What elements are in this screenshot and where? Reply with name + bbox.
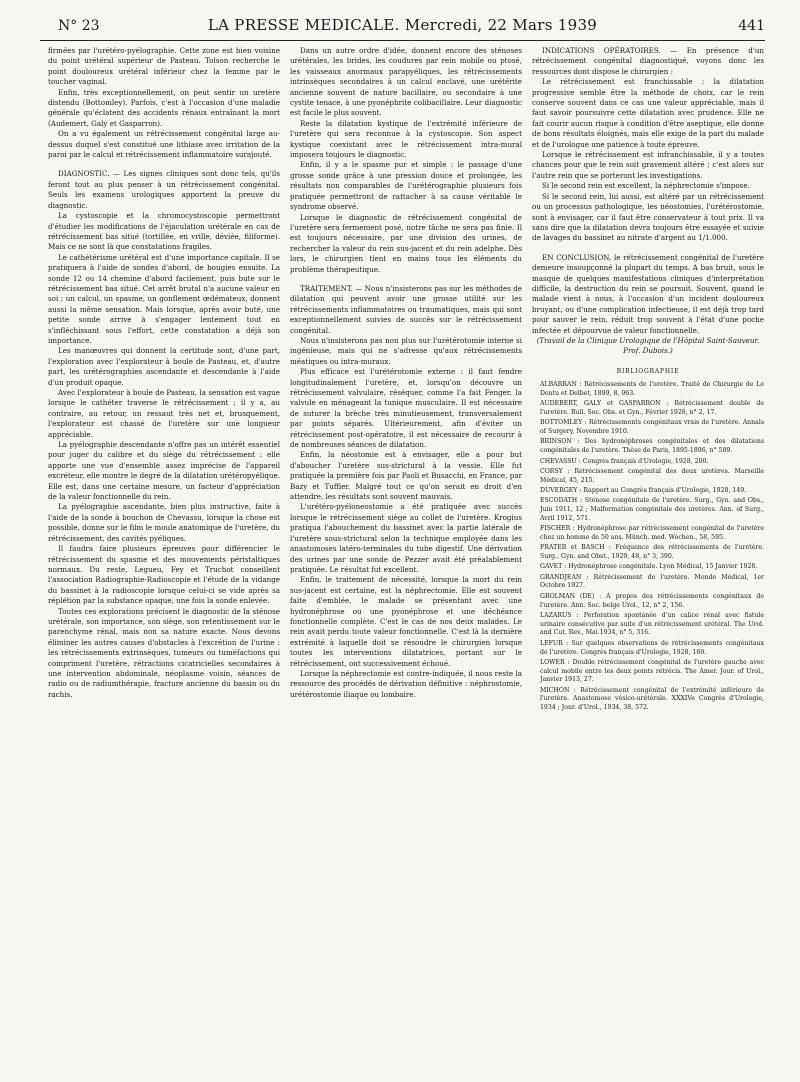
paragraph: Enfin, la néostomie est à envisager, elle a pour but d'aboucher l'uretère sus-strictural à la vessie. Elle fut pratiquée la première fois par Paoli et Busacchi, en France, par Bazy et Tuffier. Malgré tout ce qu'on serait en droit d'en attendre, les résultats sont souvent mauvais. <box>290 450 522 502</box>
paragraph: Si le second rein est excellent, la néphrectomie s'impose. <box>542 181 750 191</box>
paragraph: Toutes ces explorations précisent le diagnostic de la sténose urétérale, son importance, son siège, son retentissement sur le parenchyme rénal, mais non sa nature exacte. Nous devons éliminer les autres causes d'obstacles à l'excrétion de l'urine : les rétrécissements extrinsèques, tumeurs ou tuméfactions qui compriment l'uretère, rétractions cicatricielles secondaires à une intervention abdominale, néoplasme voisin, séances de radio ou de radiumthérapie, fracture ancienne du bassin ou du rachis. <box>48 606 280 699</box>
section-diagnostic: DIAGNOSTIC. — Les signes cliniques sont donc tels, qu'ils feront tout au plus penser à un rétrécissement congénital. Seuls les examens urologiques apportent la preuve du diagnostic. <box>48 169 280 210</box>
section-traitement: TRAITEMENT. — Nous n'insisterons pas sur les méthodes de dilatation qui peuvent avoir une grosse utilité sur les rétrécissements inflammatoires ou traumatiques, mais qui sont exceptionnellement suivies de succès sur le rétrécissement congénital. <box>290 283 522 335</box>
bibliography-entry: MICHON : Rétrécissement congénital de l'extrémité inférieure de l'uretère. Anastomose vésico-urétérale. XXXIVe Congrès d'Urologie, 1934 ; Jour. d'Urol., 1934, 38, 572. <box>540 686 764 712</box>
bibliography-entry: LAZARUS : Perforation spontanée d'un calice rénal avec fistule urinaire consécutive par suite d'un rétrécissement urétéral. The Urol. and Cut. Rev., Mai 1934, n° 5, 316. <box>540 611 764 637</box>
paragraph: Dans un autre ordre d'idée, donnent encore des sténoses urétérales, les brides, les coudures par rein mobile ou ptosé, les vaisseaux anormaux parapyéliques, les rétrécissements intrinsèques secondaires à un calcul enclavé, une urétérite ancienne souvent de nature bacillaire, ou secondaire à une cystite tenace, à une pyonéphrite colibacillaire. Leur diagnostic est facile le plus souvent. <box>290 46 522 118</box>
author-signature: (Travail de la Clinique Urologique de l'Hôpital Saint-Sauveur. Prof. Dubois.) <box>536 335 760 356</box>
paragraph: Le rétrécissement est franchissable : la dilatation progressive semble être la méthode de choix, car le rein conserve souvent dans ce cas une valeur appréciable, mais il faut savoir poursuivre cette dilatation avec prudence. Elle ne fait courir aucun risque à condition d'être aseptique, elle donne de bons résultats éloignés, mais elle exige de la part du malade et de l'urologue une patience à toute épreuve. <box>532 77 764 149</box>
paragraph: Si le second rein, lui aussi, est altéré par un rétrécissement ou un processus pathologique, les néostomies, l'urétérostomie, sont à envisager, car il faut être conservateur à tout prix. Il va sans dire que la dilatation devra toujours être essayée et suivie de lavages du bassinet au nitrate d'argent au 1/1.000. <box>532 191 764 243</box>
bibliography-entry: CORSY : Rétrécissement congénital des deux uretères. Marseille Médical, 45, 215. <box>540 467 764 484</box>
bibliography-entry: AUDEBERT, GALY et GASPARRON : Rétrécissement double de l'uretère. Bull. Soc. Obs. et Gyn., Février 1928, n° 2, 17. <box>540 400 764 417</box>
bibliography-entry: FISCHER : Hydronéphrose par rétrécissement congénital de l'uretère chez un homme de 50 ans. Münch. med. Wochen., 58, 595. <box>540 525 764 541</box>
bibliography-heading: BIBLIOGRAPHIE <box>616 367 680 375</box>
paragraph: Il faudra faire plusieurs épreuves pour différencier le rétrécissement du spasme et des mouvements péristaltiques normaux. Du reste, Legueu, Fey et Truchot conseillent l'association Radiographie-Radioscopie et l'étude de la vidange du bassinet à la radioscopie lorsque celui-ci se vide après sa réplétion par la substance opaque, une fois la sonde enlevée. <box>48 544 280 606</box>
paragraph: Lorsque le rétrécissement est infranchissable, il y a toutes chances pour que le rein soit gravement altéré ; c'est alors sur l'autre rein que se porteront les investigations. <box>532 150 764 180</box>
paragraph: Lorsque le diagnostic de rétrécissement congénital de l'uretère sera fermement posé, notre tâche ne sera pas finie. Il est toujours nécessaire, par une division des urines, de rechercher la valeur du rein sus-jacent et du rein adelphe. Dès lors, le chirurgien tient en mains tous les éléments du problème thérapeutique. <box>290 212 522 274</box>
bibliography-entry: FRATER et BASCH : Fréquence des rétrécissements de l'uretère. Surg., Gyn. and Obst., 1929, 48, n° 3, 390. <box>540 544 764 561</box>
bibliography-entry: BRINSON : Des hydronéphroses congénitales et des dilatations congénitales de l'uretère. Thèse de Paris, 1895-1896, n° 589. <box>540 438 764 455</box>
paragraph: Les manœuvres qui donnent la certitude sont, d'une part, l'exploration avec l'explorateur à boule de Pasteau, et, d'autre part, les urétérographies ascendante et descendante à l'aide d'un produit opaque. <box>48 346 280 387</box>
issue-date: Mercredi, 22 Mars 1939 <box>404 16 598 34</box>
bibliography-entry: LEFUR : Sur quelques observations de rétrécissements congénitaux de l'uretère. Congrès français d'Urologie, 1928, 169. <box>540 639 764 656</box>
paragraph: Le cathétérisme urétéral est d'une importance capitale. Il se pratiquera à l'aide de sondes d'abord, de bougies ensuite. La sonde 12 ou 14 chemine d'abord facilement, puis bute sur le rétrécissement bas situé. Cet arrêt brutal n'a aucune valeur en soi ; un calcul, un spasme, un gonflement œdémateux, donnent aussi la même sensation. Mais lorsque, après avoir buté, une petite sonde arrive à s'engager lentement tout en s'infléchissant sous l'effort, cette constatation a déjà son importance. <box>48 252 280 345</box>
journal-name: LA PRESSE MEDICALE. <box>207 16 400 34</box>
bibliography-entry: ESCODATH : Sténose congénitale de l'uretère. Surg., Gyn. and Obs., Juin 1911, 12 ; Malformation congénitale des uretères. Ann. of Surg., Avril 1912, 571. <box>540 497 764 522</box>
issue-number: N° 23 <box>58 18 100 34</box>
journal-title <box>40 16 765 34</box>
paragraph: firmées par l'urétéro-pyélographie. Cette zone est bien voisine du point urétéral supérieur de Pasteau. Tolson recherche le point douloureux urétéral inférieur chez la femme par le toucher vaginal. <box>48 46 280 87</box>
bibliography-entry: LOWER : Double rétrécissement congénital de l'uretère gauche avec calcul mobile entre les deux points rétrécis. The Amer. Jour. of Urol., Janvier 1913, 27. <box>540 658 764 684</box>
paragraph: L'urétéro-pyéloneostomie a été pratiquée avec succès lorsque le rétrécissement siège au collet de l'uretère. Krogius pratiqua l'abouchement du bassinet avec la partie latérale de l'uretère sous-strictural selon la technique employée dans les anastomoses latéro-terminales du tube digestif. Une dérivation des urines par une sonde de Pezzer avait été préalablement pratiquée. Le résultat fut excellent. <box>290 502 522 574</box>
section-conclusion: EN CONCLUSION, le rétrécissement congénital de l'uretère demeure insoupçonné la plupart du temps. A bas bruit, sous le masque de quelques manifestations cliniques d'interprétation difficile, la destruction du rein se poursuit. Souvent, quand le malade vient à nous, à l'occasion d'un incident douloureux bruyant, ou d'une complication infectieuse, il est déjà trop tard pour sauver le rein, réduit trop souvent à l'état d'une poche infectée et dépourvue de valeur fonctionnelle. <box>532 252 764 335</box>
running-header <box>40 14 765 41</box>
paragraph: Avec l'explorateur à boule de Pasteau, la sensation est vague lorsque le cathéter traverse le rétrécissement ; il y a, au contraire, au retour, un ressaut très net et, brusquement, l'explorateur est chassé de l'uretère sur une longueur appréciable. <box>48 388 280 439</box>
bibliography-entry: BOTTOMLEY : Rétrécissements congénitaux vrais de l'uretère. Annals of Surgery, Novembre 1910. <box>540 419 764 436</box>
paragraph: Nous n'insisterons pas non plus sur l'urétérotomie interne si ingénieuse, mais qui ne s'adresse qu'aux rétrécissements méatiques ou intra-muraux. <box>290 335 522 366</box>
bibliography-entry: GROLMAN (DE) : A propos des rétrécissements congénitaux de l'uretère. Ann. Soc. belge Urol., 12, n° 2, 156. <box>540 592 764 609</box>
paragraph: Enfin, très exceptionnellement, on peut sentir un uretère distendu (Bottomley). Parfois, c'est à l'occasion d'une maladie générale qu'éclatent des accidents rénaux entraînant la mort (Audemert, Galy et Gasparron). <box>48 87 280 128</box>
bibliography-list <box>532 381 764 713</box>
paragraph: Enfin, il y a le spasme pur et simple : le passage d'une grosse sonde grâce à une pression douce et prolongée, les résultats non comparables de l'urétérographie plusieurs fois pratiquée permettront de rattacher à sa cause véritable le syndrome observé. <box>290 160 522 212</box>
bibliography-entry: GAVET : Hydronéphrose congénitale. Lyon Médical, 15 Janvier 1928. <box>540 563 758 571</box>
bibliography-entry: DUVERGEY : Rapport au Congrès français d'Urologie, 1928, 149. <box>540 486 747 494</box>
column-3 <box>532 46 764 1070</box>
paragraph: La cystoscopie et la chromocystoscopie permettront d'étudier les modifications de l'éjaculation urétérale en cas de rétrécissement bas situé (tortillée, en vrille, déviée, filiforme). Mais ce ne sont là que constatations fragiles. <box>48 211 280 252</box>
paragraph: Plus efficace est l'urétérotomie externe : il faut fendre longitudinalement l'uretère, et, lorsqu'on découvre un rétrécissement valvulaire, réséquer, comme l'a fait Fenger, la valvule en ménageant la tunique musculaire. Il est nécessaire de suturer la brèche très minutieusement, transversalement par points séparés. Ultérieurement, afin d'éviter un rétrécissement post-opératoire, il est nécessaire de recourir à de nombreuses séances de dilatation. <box>290 367 522 450</box>
column-1 <box>48 46 280 1070</box>
page-number: 441 <box>738 18 765 34</box>
bibliography-entry: GRANDJEAN : Rétrécissement de l'uretère. Monde Médical, 1er Octobre 1927. <box>540 573 764 590</box>
paragraph: Enfin, le traitement de nécessité, lorsque la mort du rein sus-jacent est certaine, est la néphrectomie. Elle est souvent faite d'emblée, le malade se présentant avec une hydronéphrose ou une pyonéphrose et une déchéance fonctionnelle complète. C'est le cas de nos deux malades. Le rein avait perdu toute valeur fonctionnelle. C'est là la dernière extrémité à laquelle doit se résoudre le chirurgien lorsque toutes les interventions dilatatrices, portant sur le rétrécissement, ont successivement échoué. <box>290 575 522 668</box>
paragraph: La pyélographie descendante n'offre pas un intérêt essentiel pour juger du calibre et du siège du rétrécissement : elle apporte une vue d'ensemble assez imprécise de l'appareil excréteur, elle montre le degré de la dilatation urétéropyélique. Elle est, dans une certaine mesure, un facteur d'appréciation de la valeur fonctionnelle du rein. <box>48 440 280 502</box>
paragraph: La pyélographie ascendante, bien plus instructive, faite à l'aide de la sonde à bouchon de Chevassu, lorsque la chose est possible, donne sur le film le moule anatomique de l'uretère, du rétrécissement, des cavités pyéliques. <box>48 502 280 543</box>
paragraph: Lorsque la néphrectomie est contre-indiquée, il nous reste la ressource des procédés de dérivation définitive : néphrostomie, urétérostomie iliaque ou lombaire. <box>290 668 522 699</box>
bibliography-entry: CHEVASSU : Congrès français d'Urologie, 1928, 200. <box>540 457 709 465</box>
column-2 <box>290 46 522 1070</box>
paragraph: On a vu également un rétrécissement congénital large au-dessus duquel s'est constitué une lithiase avec irritation de la paroi par le calcul et rétrécissement inflammatoire surajouté. <box>48 129 280 160</box>
bibliography-entry: ALBARRAN : Rétrécissements de l'uretère. Traité de Chirurgie de Le Dentu et Delbet, 1899, 8, 963. <box>540 381 764 397</box>
paragraph: Reste la dilatation kystique de l'extrémité inférieure de l'uretère qui sera reconnue à la cystoscopie. Son aspect kystique coexistant avec le rétrécissement intra-mural imposera toujours le diagnostic. <box>290 118 522 160</box>
section-indications: INDICATIONS OPÉRATOIRES. — En présence d'un rétrécissement congénital diagnostiqué, voyons donc les ressources dont dispose le chirurgien : <box>532 46 764 76</box>
